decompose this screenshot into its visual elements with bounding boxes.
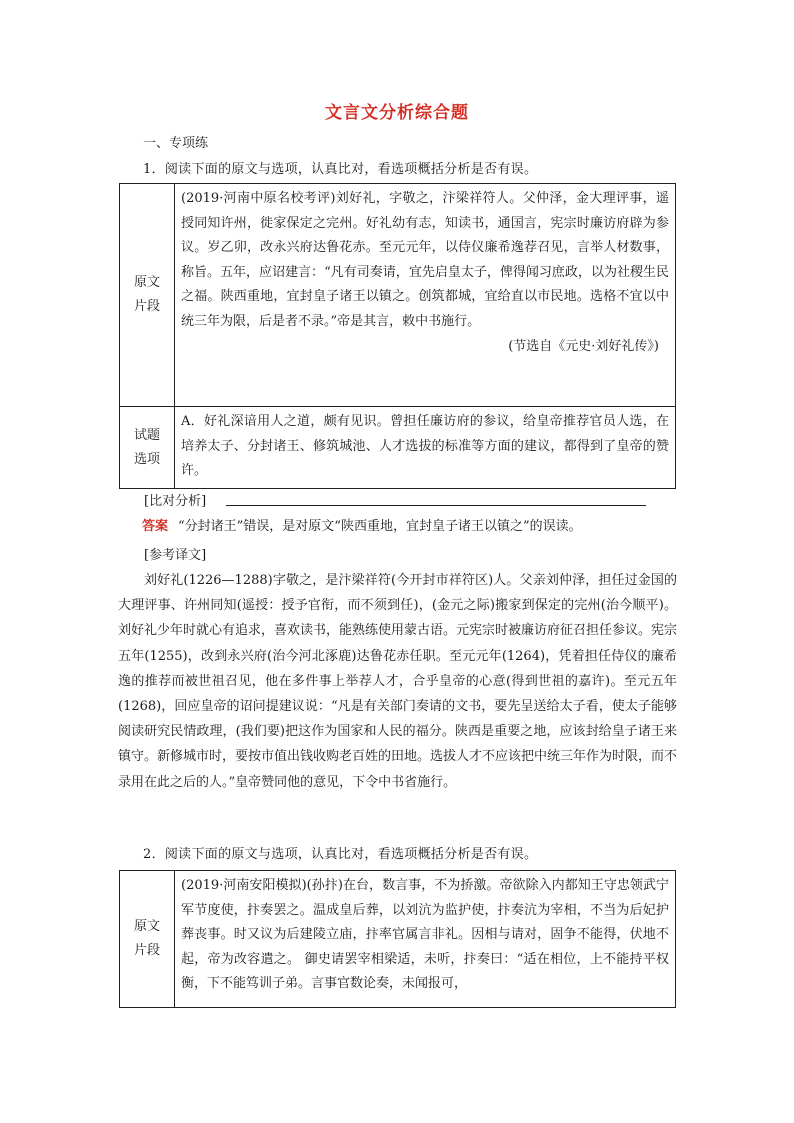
original-label-line-2: 片段: [133, 299, 160, 314]
answer-blank-line: [226, 505, 646, 506]
option-label-line-2: 选项: [133, 451, 160, 467]
option-a-text: A．好礼深谙用人之道，颇有见识。曾担任廉访府的参议，给皇帝推荐官员人选，在培养太子、分封诸王、修筑城池、人才选拔的标准等方面的建议，都得到了皇帝的赞许。: [181, 414, 669, 479]
compare-analysis-label: [比对分析]: [144, 494, 207, 509]
answer-label: 答案: [142, 519, 169, 534]
original-passage: (2019·河南安阳模拟)(孙抃)在台，数言事，不为挢激。帝欲除入内都知王守忠领武宁军节度使，抃奏罢之。温成皇后葬，以刘沆为监护使，抃奏沆为宰相，不当为后妃护葬丧事。时又议为后建陵立庙，抃率官属言非礼。因相与请对，固争不能得，伏地不起，帝为改容遣之。 御史请罢宰相梁适，未听，抃奏曰：“适在相位，上不能持平权衡，下不能笃训子弟。言事官数论奏，未闻报可，: [181, 878, 669, 992]
original-label-line-1: 原文: [133, 919, 160, 934]
question-1-table: [119, 183, 676, 489]
answer-line: [142, 515, 582, 534]
page-title: 文言文分析综合题: [325, 103, 469, 123]
original-label-line-2: 片段: [133, 943, 160, 958]
original-passage: (2019·河南中原名校考评)刘好礼，字敬之，汴梁祥符人。父仲泽，金大理评事，遥授同知许州，徙家保定之完州。好礼幼有志，知读书，通国言，宪宗时廉访府辟为参议。岁乙卯，改永兴府达鲁花赤。至元元年，以侍仪廉希逸荐召见，言举人材数事，称旨。五年，应诏建言：“凡有司奏请，宜先启皇太子，俾得闻习庶政，以为社稷生民之福。陕西重地，宜封皇子诸王以镇之。创筑都城，宜给直以市民地。选格不宜以中统三年为限，后是者不录。”帝是其言，敕中书施行。: [181, 191, 669, 329]
question-2-table: [119, 870, 676, 1008]
option-label-line-1: 试题: [133, 427, 160, 443]
original-text-cell: [175, 184, 676, 407]
reference-translation: 刘好礼(1226—1288)字敬之，是汴梁祥符(今开封市祥符区)人。父亲刘仲泽，担任过金国的大理评事、许州同知(遥授：授予官衔，而不须到任)，(金元之际)搬家到保定的完州(治今顺平)。刘好礼少年时就心有追求，喜欢读书，能熟练使用蒙古语。元宪宗时被廉访府征召担任参议。宪宗五年(1255)，改到永兴府(治今河北涿鹿)达鲁花赤任职。至元元年(1264)，凭着担任侍仪的廉希逸的推荐而被世祖召见，他在多件事上举荐人才，合乎皇帝的心意(得到世祖的嘉许)。至元五年(1268)，回应皇帝的诏问提建议说：“凡是有关部门奏请的文书，要先呈送给太子看，使太子能够阅读研究民情政理，(我们要)把这作为国家和人民的福分。陕西是重要之地，应该封给皇子诸王来镇守。新修城市时，要按市值出钱收购老百姓的田地。选拔人才不应该把中统三年作为时限，而不录用在此之后的人。”皇帝赞同他的意见，下令中书省施行。: [118, 573, 678, 790]
option-text-cell: [175, 407, 676, 489]
original-text-cell: [175, 871, 676, 1008]
answer-text: “分封诸王”错误，是对原文“陕西重地，宜封皇子诸王以镇之”的误读。: [178, 519, 582, 534]
original-label-cell: [120, 871, 175, 1008]
question-2-instruction: 2．阅读下面的原文与选项，认真比对，看选项概括分析是否有误。: [143, 847, 538, 862]
original-label-cell: [120, 184, 175, 407]
original-label-line-1: 原文: [133, 275, 160, 290]
section-heading: 一、专项练: [143, 136, 209, 151]
question-1-instruction: 1．阅读下面的原文与选项，认真比对，看选项概括分析是否有误。: [143, 162, 538, 177]
reference-translation-label: [参考译文]: [144, 548, 207, 563]
option-label-cell: [120, 407, 175, 489]
passage-source: (节选自《元史·刘好礼传》): [508, 338, 659, 354]
